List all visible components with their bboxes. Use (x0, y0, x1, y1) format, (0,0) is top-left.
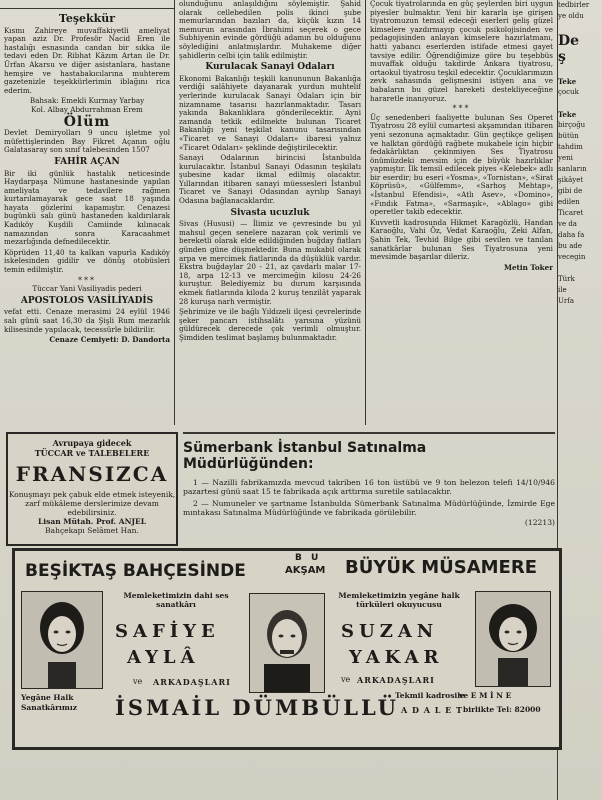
musamere-left-bottom: Yegâne Halk (21, 693, 74, 702)
right-strip-line: sanların (558, 165, 587, 173)
ses-tiyatrosu-body-2: Kuvvetli kadrosunda Hikmet Karagözlü, Handan Karaoğlu, Vahi Öz, Vedat Karaoğlu, Zeki Alfan, Şahin Tek, Tevhid Bilge gibi sevilen ve tanılan sanatkârlar bulunan Ses Tiyatrosuna yeni mevsimde başarılar dileriz. (370, 217, 553, 262)
right-strip-line: ile (558, 286, 567, 294)
musamere-left-caption: Memleketimizin dahi ses sanatkârı (123, 591, 229, 609)
right-strip-line: Urfa (558, 297, 575, 305)
sumer-title: Sümerbank İstanbul Satınalma Müdürlüğünden: (183, 440, 427, 472)
olum-note: Köprüden 11,40 ta kalkan vapurla Kadıköy iskelesinden gidilir ve dönüş otobüsleri temin edilmiştir. (4, 247, 170, 275)
ad-musamere (12, 548, 562, 750)
olum-body: Bir iki günlük hastalık neticesinde Haydarpaşa Nümune hastanesinde yapılan ameliyata ve tedavilere rağmen kurtarılamayarak gece saat 18 yaşında hayata gözlerini kapamıştır. Cenazesi bugünkü salı günü hastaneden kaldırılarak Kadıköy Kuşdili Camiinde kılınacak namazından sonra Karacaahmet mezarlığında defnedilecektir. (4, 168, 170, 247)
sivas-title: Sivasta ucuzluk (230, 207, 310, 218)
right-strip-line: bu ade (558, 242, 583, 250)
ad-fransizca (6, 432, 178, 546)
kurulacak-body-2: Sanayi Odalarının birincisi İstanbulda kurulacaktır. İstanbul Sanayi Odasının teşkilatı şubesine kadar ikmal edilmiş olacaktır. Yıllarından itibaren sanayi müessesleri İstanbul Ticaret ve Sanayi Odasından ayrılıp Sanayi Odasına bağlanacaklardır. (179, 153, 361, 206)
olum-title: Ölüm (63, 113, 111, 130)
ismail-dumbullu-name: İSMAİL DÜMBÜLLÜ (115, 695, 399, 720)
ad-fr-body: Konuşmayı pek çabuk elde etmek isteyenik, zarf mükâleme derslerimize devam edebilirsiniz. (8, 490, 176, 517)
right-strip-line: tedbirler (558, 1, 590, 9)
right-strip-line: Türk (558, 275, 575, 283)
portrait-left (21, 591, 103, 689)
sivas-body-2: Şehrimize ve ile bağlı Yıldızeli ilçesi çevrelerinde şeker pancarı istihsalâtı yarısına yüzünü güldürecek derecede çok verimli olmuştur. Şimdiden teslimat başlamış bulunmaktadır. (179, 307, 361, 342)
right-strip-line: şikâyet (558, 176, 584, 184)
vasil-body: vefat etti. Cenaze merasimi 24 eylül 1946 salı günü saat 16,30 da Şişli Rum mezarlık kilisesinde yapılacak, tecessürle bildirilir. (4, 307, 170, 334)
kurulacak-body-1: Ekonomi Bakanlığı teşkili kanununun Bakanlığa verdiği salâhiyete dayanarak yurdun muhtelif yerlerinde kurulacak Sanayi Odaları için bir nizamname tasarısı hazırlanmaktadır. Tasarı yakında Bakanlıklara gönderilecektir. Ayni zamanda tetkik edilmekte bulunan Ticaret Bakanlığı yeni teşkilat kanunu tasarısından «Ticaret ve Sanayi Odaları» ibaresi yalnız «Ticaret Odaları» şeklinde değiştirilecektir. (179, 73, 361, 152)
musamere-tel: birlikte Tel: 82000 (463, 705, 541, 714)
right-strip-line: yeni (558, 154, 573, 162)
sumer-item-2: 2 — Numuneler ve şartname İstanbulda Sümerbank Satınalma Müdürlüğünde, İzmirde Ege mıntakası Satınalma Müdürlüğünde ve fabrikada görülebilir. (183, 498, 555, 518)
musamere-ve-2: ve (341, 675, 351, 684)
right-strip-line: birçoğu (558, 121, 586, 129)
separator-stars: *** (78, 275, 96, 285)
ad-fr-teacher: Lisan Mütah. Prof. ANJEL (37, 517, 146, 526)
kurulacak-title: Kurulacak Sanayi Odaları (205, 62, 335, 73)
musamere-right-caption: Memleketimizin yegâne halk türküleri okuyucusu (338, 591, 460, 609)
tesekkur-sign-2: Kol. Albay Abdurrahman Erem (31, 104, 143, 114)
ad-fr-line2: TÜCCAR ve TALEBELERE (34, 448, 150, 458)
portrait-right (475, 591, 551, 687)
right-strip-line: gibi de (558, 187, 583, 195)
musamere-bu: B U (295, 553, 322, 563)
column-rule (365, 0, 366, 425)
musamere-arkadaslari-1: ARKADAŞLARI (153, 677, 231, 687)
right-strip-line: bütün (558, 132, 579, 140)
col3-top-text: Çocuk tiyatrolarında en güç şeylerden biri uygun piyesler bulmaktır. Yeni bir kararla işe girişen tiyatromuzun temsil edeceği eserleri geliş güzel kimselere yazdırmayıp çocuk psikolojisinden ve pedagojisinden anlayan kimselere hazırlatmanı, hatti yabancı eserlerden istifade etmesi gayet tavsiye edilir. Öğrendiğimize göre bu teşebbüs muvaffak olduğu takdirde Ankara tiyatrosu, ortaokul tiyatrosu teşkil edecektir. Çocuklarımızın zevk sahasında gelişmesini istiyen ana ve babaların bu güzel hareketi destekliyeceğine hararetle inanıyoruz. (370, 0, 553, 103)
musamere-adalet: A D A L E T (401, 705, 463, 715)
ad-sumerbank (183, 432, 555, 544)
musamere-arkadaslari-2: ARKADAŞLARI (357, 675, 435, 685)
suzan-name: SUZAN (341, 621, 439, 642)
right-page-strip (558, 0, 602, 800)
column-2 (179, 0, 361, 425)
tesekkur-title: Teşekkür (58, 12, 116, 25)
olum-name: FAHİR AÇAN (54, 156, 120, 167)
woman-portrait-icon (22, 592, 102, 688)
right-strip-line (558, 65, 602, 76)
right-strip-line (558, 263, 602, 274)
man-portrait-icon (250, 594, 324, 692)
right-strip-line (558, 22, 602, 33)
column-3 (370, 0, 553, 425)
col3-sign: Metin Toker (504, 262, 553, 272)
ad-fr-address: Bahçekapı Selâmet Han. (45, 526, 139, 535)
sivas-body: Sivas (Hususi) — İlimiz ve çevresinde bu yıl mahsul geçen senelere nazaran çok verimli ve bereketli olarak elde edildiğinden buğday fiatları günden güne düşmektedir. Buna mukabil olarak arpa ve mercimek fiatlarında da düşüklük vardır. Ekstra buğdaylar 20 - 21, az çavdarlı malar 17-18, arpa 12-13 ve mercimeğin kilosu 24-26 kuruştur. Belediyemiz bu durum karşısında ekmek fiatlarında kiloda 2 kuruş tenzilât yaparak 28 kuruşa narh vermiştir. (179, 219, 361, 306)
tesekkur-sign: Bahsak: Emekli Kurmay Yarbay (29, 96, 145, 106)
column-top-rule (0, 8, 174, 9)
right-strip-line: tahdim (558, 143, 583, 151)
ad-fr-headline: FRANSIZCA (15, 462, 169, 486)
musamere-ve-1: ve (133, 677, 143, 686)
olum-intro: Devlet Demiryolları 9 uncu işletme yol müfettişlerinden Bay Fikret Açanın oğlu Galatasaray son sınıf talebesinden 1507 (4, 128, 170, 155)
sumer-item-1: 1 — Nazilli fabrikamızda mevcud takriben 16 ton üstübü ve 9 ton belezon telefi 14/10/946 pazartesi günü saat 15 te fabrikada açık arttırma suretile satılacaktır. (183, 478, 555, 497)
right-strip-line (558, 98, 602, 109)
separator-stars: *** (452, 104, 471, 114)
musamere-tekmil: Tekmil kadrosile (395, 691, 465, 700)
right-strip-line: daha fa (558, 231, 585, 239)
portrait-middle (249, 593, 325, 693)
vasil-line: Tüccar Yani Vasiliyadis pederi (32, 284, 142, 294)
right-strip-line: çocuk (558, 88, 579, 96)
ayla-name: AYLÂ (127, 647, 200, 668)
musamere-left-title: BEŞİKTAŞ BAHÇESİNDE (25, 561, 246, 581)
safiye-name: SAFİYE (115, 621, 220, 642)
right-strip-line: edilen (558, 198, 580, 206)
sumer-ref: (12213) (524, 517, 555, 527)
tesekkur-body: Kısmı Zahireye muvaffakiyetli ameliyat yapan aziz Dr. Profesör Nacid Eren ile hastalığı esnasında candan bir sıkka ile tedavi eden Dr. Ribhat Kâzım Artan ile Dr. Ürfan Akarsu ve diğer asistanlara, hastane hemşire ve hastabakıcılarına muhterem gazetenizle teşekkürlerimin iblağını rica ederim. (4, 25, 170, 95)
right-strip-line: Teke (558, 110, 577, 119)
right-strip-line: ve da (558, 220, 577, 228)
vasil-sign: Cenaze Cemiyeti: D. Dandorta (49, 335, 170, 345)
col2-top-text: olunduğunu anlaşıldığını söylemiştir. Şahid olarak cellebedilen polis ikinci şube memurlarından bazıları da, küçük kızın 14 memurun arasından İbrahimi seçerek o gece Subhiyenin evinde gördüğü adamın bu olduğunu söylediğini anlatmışlardır. Muhakeme diğer şahidlerin celbi için talik edilmiştir. (179, 0, 361, 60)
right-strip-line: ş (558, 49, 566, 65)
right-strip-line: Ticaret (558, 209, 584, 217)
right-strip-line: vecegin (558, 253, 586, 261)
ses-tiyatrosu-body: Üç senedenberi faaliyette bulunan Ses Operet Tiyatrosu 28 eylül cumartesi akşamından itibaren yeni sezonuna açmaktadır. Gün geçtikçe gelişen ve halktan gördüğü rağbete mukabele için hiçbir fedakârlıktan çekinmiyen Ses Tiyatrosu önümüzdeki mevsim için de büyük hazırlıklar yapmıştır. İlk temsil edilecek piyes «Kelebek» adlı bir eserdir; bu eseri «Yosma», «Tornistan», «Sirat Köprüsü», «Gülfemm», «Sarhoş Mehtap», «İstanbul Efendisi», «Atlı Asev», «Domino», «Fındık Fatma», «Sarmaşık», «Ablago» gibi operetler takib edecektir. (370, 112, 553, 217)
right-strip-line: ye oldu (558, 12, 584, 20)
ad-fr-top: Avrupaya gidecek (52, 438, 132, 448)
right-strip-line: Teke (558, 77, 577, 86)
musamere-right-title: BÜYÜK MÜSAMERE (345, 557, 537, 578)
vasil-name: APOSTOLOS VASİLİYADİS (20, 295, 154, 306)
woman-portrait-icon (476, 592, 550, 686)
ad-rule (183, 432, 555, 434)
musamere-aksam: AKŞAM (285, 565, 326, 576)
column-rule (174, 0, 175, 425)
musamere-emine: ve E M İ N E (459, 691, 512, 700)
column-1 (4, 12, 170, 427)
musamere-left-bottom-2: Sanatkârımız (21, 703, 77, 712)
right-strip-line: De (558, 33, 580, 49)
yakar-name: YAKAR (349, 647, 444, 668)
